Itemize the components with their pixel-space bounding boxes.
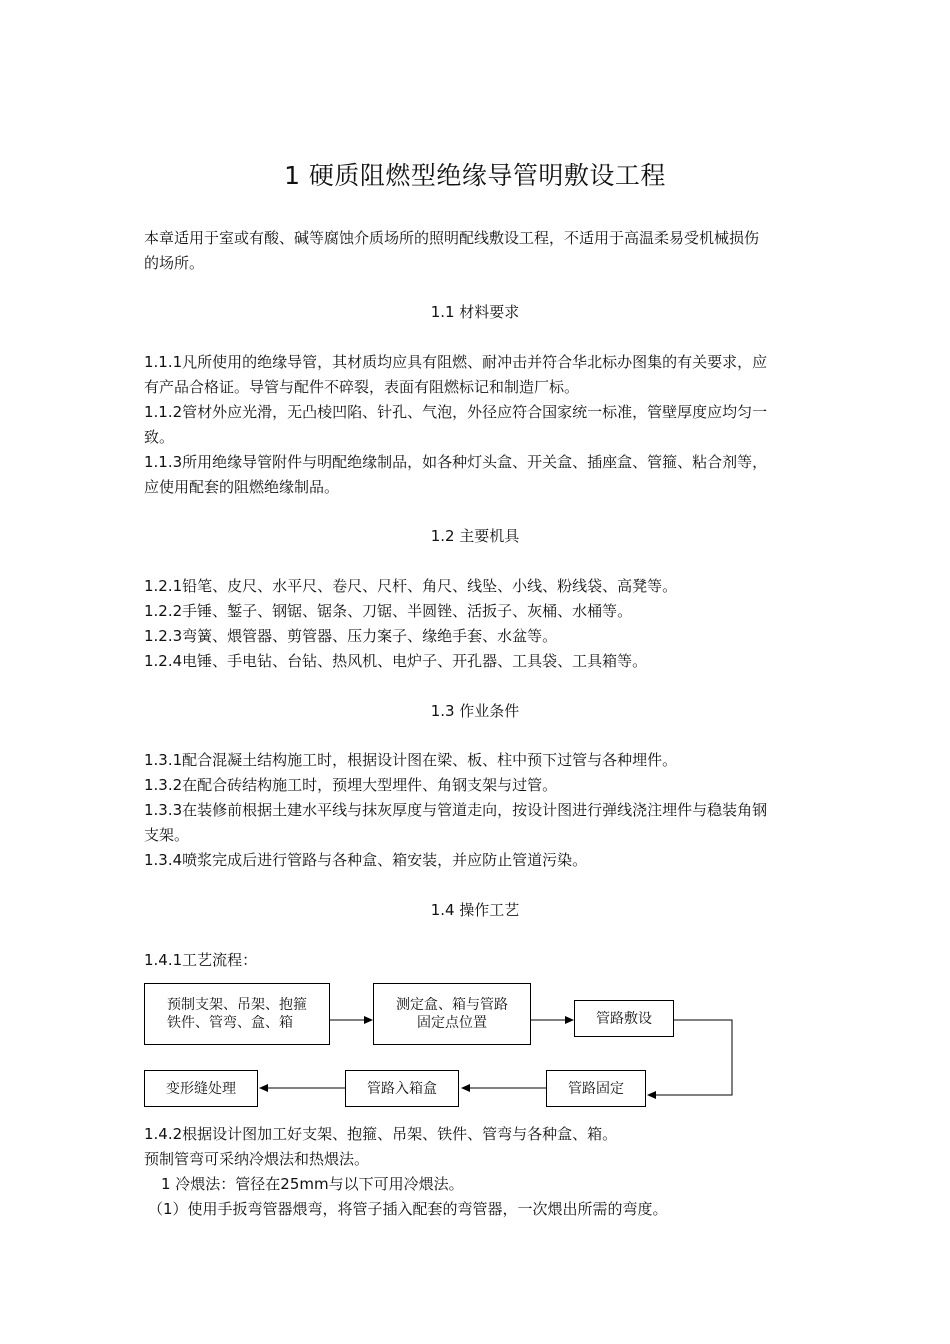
paragraph-bending-methods: 预制管弯可采纳冷煨法和热煨法。 — [144, 1150, 370, 1168]
flow-box-pipe-laying — [574, 1000, 674, 1037]
list-item-1-2-3: 1.2.3弯簧、煨管器、剪管器、压力案子、缘绝手套、水盆等。 — [144, 627, 558, 645]
paragraph-1-4-2: 1.4.2根据设计图加工好支架、抱箍、吊架、铁件、管弯与各种盒、箱。 — [144, 1125, 618, 1143]
paragraph-1-3-3-line-2: 支架。 — [144, 826, 190, 844]
section-heading-1-4: 1.4 操作工艺 — [430, 901, 520, 919]
paragraph-cold-bending: 1 冷煨法：管径在25mm与以下可用冷煨法。 — [161, 1175, 464, 1193]
paragraph-1-1-3-line-1: 1.1.3所用绝缘导管附件与明配绝缘制品，如各种灯头盒、开关盒、插座盒、管箍、粘合剂等， — [144, 453, 768, 471]
flow-box-pipe-into-box — [345, 1070, 459, 1107]
paragraph-1-3-3-line-1: 1.3.3在装修前根据土建水平线与抹灰厚度与管道走向，按设计图进行弹线浇注埋件与稳装角钢 — [144, 801, 768, 819]
page-title: 1 硬质阻燃型绝缘导管明敷设工程 — [284, 161, 666, 190]
flow-box-locate-points-line-2: 固定点位置 — [417, 1015, 487, 1031]
list-item-1-2-1: 1.2.1铅笔、皮尺、水平尺、卷尺、尺杆、角尺、线坠、小线、粉线袋、高凳等。 — [144, 577, 678, 595]
paragraph-1-1-2-line-2: 致。 — [144, 428, 175, 446]
intro-line-2: 的场所。 — [144, 254, 205, 272]
flow-box-locate-points-line-1: 测定盒、箱与管路 — [396, 997, 508, 1013]
flow-box-pipe-fixing-label: 管路固定 — [568, 1080, 624, 1097]
flow-box-prefabricate-line-1: 预制支架、吊架、抱箍 — [167, 997, 307, 1013]
flow-box-expansion-joint — [144, 1070, 258, 1107]
flow-box-prefabricate-line-2: 铁件、管弯、盒、箱 — [167, 1015, 293, 1031]
paragraph-1-1-3-line-2: 应使用配套的阻燃绝缘制品。 — [144, 478, 340, 496]
section-heading-1-2: 1.2 主要机具 — [430, 527, 520, 545]
paragraph-1-1-1-line-1: 1.1.1凡所使用的绝缘导管，其材质均应具有阻燃、耐冲击并符合华北标办图集的有关要求，应 — [144, 353, 768, 371]
paragraph-hand-bender: （1）使用手扳弯管器煨弯，将管子插入配套的弯管器，一次煨出所需的弯度。 — [148, 1200, 668, 1218]
paragraph-1-1-2-line-1: 1.1.2管材外应光滑，无凸棱凹陷、针孔、气泡，外径应符合国家统一标准，管壁厚度应均匀一 — [144, 403, 768, 421]
paragraph-1-1-1-line-2: 有产品合格证。导管与配件不碎裂，表面有阻燃标记和制造厂标。 — [144, 378, 580, 396]
flow-box-expansion-joint-label: 变形缝处理 — [166, 1080, 236, 1097]
intro-line-1: 本章适用于室或有酸、碱等腐蚀介质场所的照明配线敷设工程，不适用于高温柔易受机械损伤 — [144, 229, 760, 247]
flow-box-pipe-fixing — [546, 1070, 646, 1107]
flow-label: 1.4.1工艺流程： — [144, 951, 258, 969]
paragraph-1-3-4: 1.3.4喷浆完成后进行管路与各种盒、箱安装，并应防止管道污染。 — [144, 851, 588, 869]
flow-box-pipe-laying-label: 管路敷设 — [596, 1010, 652, 1027]
section-heading-1-1: 1.1 材料要求 — [430, 303, 520, 321]
flow-box-pipe-into-box-label: 管路入箱盒 — [367, 1080, 437, 1097]
paragraph-1-3-1: 1.3.1配合混凝土结构施工时，根据设计图在梁、板、柱中预下过管与各种埋件。 — [144, 751, 678, 769]
flow-box-prefabricate — [144, 983, 330, 1045]
list-item-1-2-4: 1.2.4电锤、手电钻、台钻、热风机、电炉子、开孔器、工具袋、工具箱等。 — [144, 652, 648, 670]
paragraph-1-3-2: 1.3.2在配合砖结构施工时，预埋大型埋件、角钢支架与过管。 — [144, 776, 558, 794]
section-heading-1-3: 1.3 作业条件 — [430, 702, 520, 720]
list-item-1-2-2: 1.2.2手锤、錾子、钢锯、锯条、刀锯、半圆锉、活扳子、灰桶、水桶等。 — [144, 602, 633, 620]
flow-box-locate-points — [373, 983, 531, 1045]
